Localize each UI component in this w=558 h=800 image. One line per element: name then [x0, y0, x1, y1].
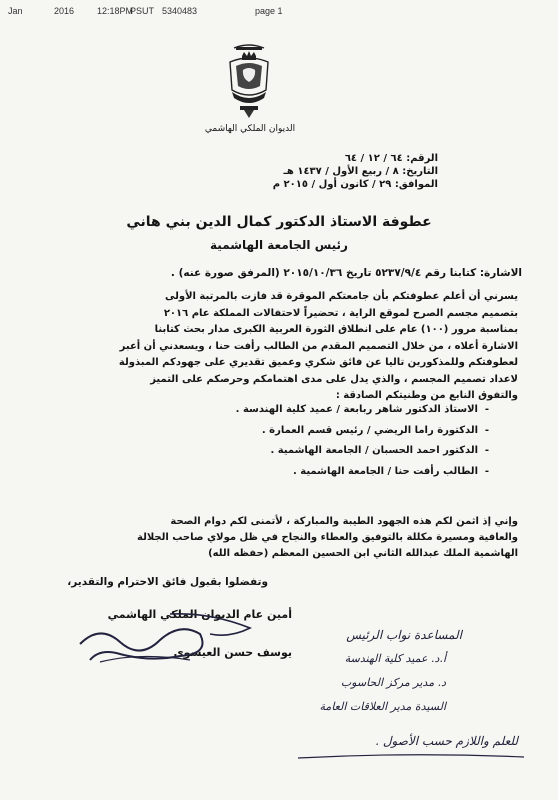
body-line: الاشارة أعلاه ، من خلال التصميم المقدم من الطالب رأفت حنا ، ويسعدني أن أعبر [119, 340, 518, 352]
closing-line: وإني إذ اثمن لكم هذه الجهود الطيبة والمباركة ، لأتمنى لكم دوام الصحة [170, 516, 518, 527]
closing-paragraph [40, 514, 518, 562]
handwritten-note-3: د. مدير مركز الحاسوب [340, 676, 446, 689]
reference-line: الاشارة: كتابنا رقم ٥٢٣٧/٩/٤ تاريخ ٢٠١٥/١٠/٣٦ (المرفق صورة عنه) . [170, 267, 522, 279]
list-item: -الطالب رأفت حنا / الجامعة الهاشمية . [293, 465, 490, 477]
recipients-list [236, 400, 496, 482]
regards-line: وتفضلوا بقبول فائق الاحترام والتقدير، [67, 576, 268, 588]
fax-month: Jan [8, 6, 23, 16]
signatory-name: يوسف حسن العيسوي [173, 646, 292, 659]
handwritten-note-5: للعلم واللازم حسب الأصول . [375, 734, 518, 748]
reference-number: الرقم: ٦٤ / ١٢ / ٦٤ [344, 153, 438, 164]
royal-crest-emblem [226, 44, 272, 122]
royal-court-name: الديوان الملكي الهاشمي [204, 124, 296, 134]
body-line: بمناسبة مرور (١٠٠) عام على انطلاق الثورة العربية الكبرى مدار بحث كتابنا [154, 324, 518, 335]
fax-sender: PSUT [130, 6, 155, 16]
reference-block [273, 152, 438, 191]
signatory-title: أمين عام الديوان الملكي الهاشمي [107, 608, 292, 621]
fax-year: 2016 [54, 6, 75, 16]
recipient-title: رئيس الجامعة الهاشمية [210, 238, 348, 252]
body-line: والتفوق النابع من وطنيتكم الصادقة : [335, 390, 518, 401]
closing-line: والعافية ومسيرة مكللة بالتوفيق والعطاء والنجاح في ظل مولاي صاحب الجلالة [137, 532, 518, 543]
handwritten-note-2: أ.د. عميد كلية الهندسة [344, 652, 446, 665]
fax-page: page 1 [255, 6, 283, 16]
fax-header [0, 6, 558, 20]
fax-number: 5340483 [162, 6, 198, 16]
body-line: لاعداد تصميم المجسم ، والذي يدل على مدى اهتمامكم وحرصكم على التميز [150, 373, 518, 385]
handwritten-signature [60, 604, 280, 670]
reference-date-gregorian: الموافق: ٢٩ / كانون أول / ٢٠١٥ م [272, 179, 438, 190]
handwritten-underline [296, 752, 526, 762]
body-paragraph [40, 289, 518, 405]
reference-date-hijri: التاريخ: ٨ / ربيع الأول / ١٤٣٧ هـ [283, 166, 438, 177]
closing-line: الهاشمية الملك عبدالله الثاني ابن الحسين المعظم (حفظه الله) [208, 548, 518, 559]
handwritten-note-4: السيدة مدير العلاقات العامة [319, 700, 446, 713]
recipient-name: عطوفة الاستاذ الدكتور كمال الدين بني هاني [126, 214, 432, 230]
body-line: يسرني أن أعلم عطوفتكم بأن جامعتكم الموقرة قد فازت بالمرتبة الأولى [164, 291, 518, 302]
list-item: -الدكتورة راما الريضي / رئيس قسم العمارة . [261, 424, 490, 436]
body-line: بتصميم مجسم الصرح لموقع الراية ، تحضيراً لاحتفالات المملكة عام ٢٠١٦ [163, 307, 518, 319]
body-line: لعطوفتكم وللمذكورين تاليا عن فائق شكري وعميق تقديري على جهودكم المبذولة [118, 357, 518, 368]
fax-time: 12:18PM [97, 6, 134, 16]
list-item: -الدكتور احمد الحسبان / الجامعة الهاشمية . [270, 445, 490, 456]
handwritten-note-1: المساعدة نواب الرئيس [346, 628, 462, 642]
list-item: -الاستاذ الدكتور شاهر ربابعة / عميد كلية الهندسة . [235, 404, 490, 415]
